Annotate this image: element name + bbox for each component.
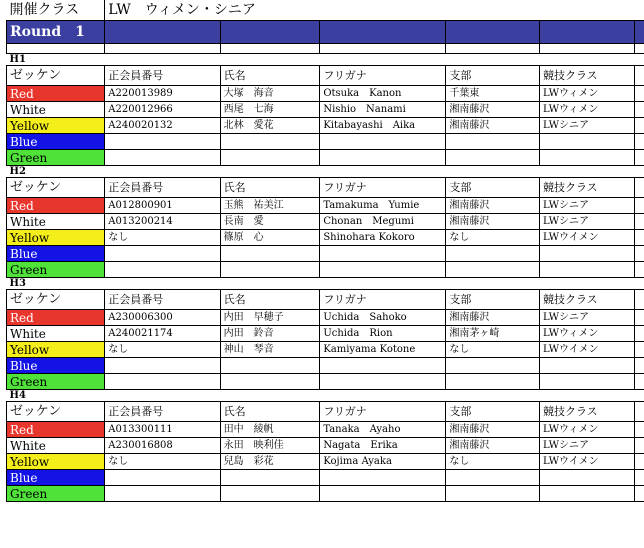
member-number-cell: A230016808 [105, 438, 220, 454]
member-number-cell [105, 358, 220, 374]
column-header-row [7, 66, 644, 86]
table-row [7, 262, 644, 278]
competition-class-cell: LWウイメン [539, 342, 634, 358]
athlete-kana-cell [320, 486, 446, 502]
column-header-athlete-name: 氏名 [220, 402, 320, 422]
athlete-name-cell [220, 374, 320, 390]
member-number-cell [105, 246, 220, 262]
bib-color-cell: Green [7, 374, 105, 390]
column-header-member-number: 正会員番号 [105, 290, 220, 310]
table-row [7, 230, 644, 246]
bib-color-cell: Green [7, 262, 105, 278]
table-row [7, 86, 644, 102]
column-header-branch: 支部 [446, 178, 540, 198]
bib-color-cell: White [7, 102, 105, 118]
member-number-cell: A220012966 [105, 102, 220, 118]
bib-color-cell: Green [7, 150, 105, 166]
table-row [7, 134, 644, 150]
bib-color-cell: White [7, 438, 105, 454]
member-number-cell [105, 134, 220, 150]
athlete-kana-cell: Nishio Nanami [320, 102, 446, 118]
member-number-cell: A240021174 [105, 326, 220, 342]
column-header-athlete-kana: フリガナ [320, 178, 446, 198]
column-header-member-number: 正会員番号 [105, 178, 220, 198]
column-header-athlete-name: 氏名 [220, 290, 320, 310]
table-row [7, 102, 644, 118]
member-number-cell: なし [105, 230, 220, 246]
bib-color-cell: Blue [7, 134, 105, 150]
member-number-cell [105, 470, 220, 486]
athlete-name-cell: 大塚 海音 [220, 86, 320, 102]
competition-class-cell [539, 358, 634, 374]
athlete-kana-cell: Chonan Megumi [320, 214, 446, 230]
competition-class-cell [539, 262, 634, 278]
athlete-kana-cell: Otsuka Kanon [320, 86, 446, 102]
bib-color-cell: Red [7, 310, 105, 326]
member-number-cell: A012800901 [105, 198, 220, 214]
branch-cell [446, 246, 540, 262]
heat-title: H2 [9, 165, 26, 177]
member-number-cell [105, 262, 220, 278]
table-row [7, 246, 644, 262]
branch-cell [446, 470, 540, 486]
column-header-bib-color: ゼッケン [7, 290, 105, 310]
athlete-name-cell: 内田 鈴音 [220, 326, 320, 342]
bib-color-cell: White [7, 326, 105, 342]
competition-class-cell: LWシニア [539, 214, 634, 230]
member-number-cell: A220013989 [105, 86, 220, 102]
competition-class-cell [539, 134, 634, 150]
table-row [7, 422, 644, 438]
column-header-athlete-kana: フリガナ [320, 290, 446, 310]
athlete-kana-cell [320, 374, 446, 390]
competition-class-cell: LWシニア [539, 118, 634, 134]
column-header-row [7, 178, 644, 198]
class-value: LW ウィメン・シニア [105, 0, 644, 21]
athlete-name-cell [220, 470, 320, 486]
column-header-branch: 支部 [446, 402, 540, 422]
branch-cell [446, 358, 540, 374]
athlete-kana-cell [320, 262, 446, 278]
member-number-cell [105, 486, 220, 502]
round-label: Round 1 [7, 21, 105, 44]
athlete-kana-cell: Nagata Erika [320, 438, 446, 454]
competition-class-cell: LWウィメン [539, 422, 634, 438]
athlete-kana-cell [320, 358, 446, 374]
bib-color-cell: Blue [7, 470, 105, 486]
athlete-kana-cell: Kamiyama Kotone [320, 342, 446, 358]
branch-cell: 千葉東 [446, 86, 540, 102]
competition-class-cell: LWシニア [539, 198, 634, 214]
heat-title-row [7, 390, 644, 402]
competition-class-cell [539, 374, 634, 390]
competition-class-cell [539, 470, 634, 486]
column-header-athlete-name: 氏名 [220, 66, 320, 86]
competition-class-cell: LWウィメン [539, 326, 634, 342]
competition-class-cell: LWウイメン [539, 230, 634, 246]
branch-cell [446, 134, 540, 150]
athlete-kana-cell: Kitabayashi Aika [320, 118, 446, 134]
column-header-bib-color: ゼッケン [7, 66, 105, 86]
athlete-kana-cell: Tamakuma Yumie [320, 198, 446, 214]
column-header-competition-class: 競技クラス [539, 290, 634, 310]
bib-color-cell: Red [7, 198, 105, 214]
member-number-cell: A013300111 [105, 422, 220, 438]
column-header-member-number: 正会員番号 [105, 402, 220, 422]
branch-cell: 湘南茅ヶ崎 [446, 326, 540, 342]
athlete-name-cell: 永田 映利佳 [220, 438, 320, 454]
column-header-branch: 支部 [446, 290, 540, 310]
athlete-name-cell [220, 150, 320, 166]
table-row [7, 454, 644, 470]
member-number-cell: なし [105, 342, 220, 358]
bib-color-cell: Yellow [7, 118, 105, 134]
column-header-member-number: 正会員番号 [105, 66, 220, 86]
heat-title: H3 [9, 277, 26, 289]
class-row [7, 0, 644, 21]
spacer-row [7, 44, 644, 54]
table-row [7, 374, 644, 390]
branch-cell [446, 150, 540, 166]
heat-title-row [7, 278, 644, 290]
member-number-cell [105, 374, 220, 390]
athlete-name-cell: 兒島 彩花 [220, 454, 320, 470]
class-label: 開催クラス [7, 0, 105, 21]
table-row [7, 358, 644, 374]
table-row [7, 214, 644, 230]
branch-cell: 湘南藤沢 [446, 438, 540, 454]
bib-color-cell: Blue [7, 358, 105, 374]
member-number-cell: A240020132 [105, 118, 220, 134]
athlete-name-cell [220, 358, 320, 374]
bib-color-cell: Red [7, 86, 105, 102]
competition-class-cell [539, 150, 634, 166]
athlete-kana-cell: Uchida Sahoko [320, 310, 446, 326]
table-row [7, 470, 644, 486]
round-row [7, 21, 644, 44]
athlete-name-cell: 西尾 七海 [220, 102, 320, 118]
branch-cell: 湘南藤沢 [446, 310, 540, 326]
table-row [7, 326, 644, 342]
competition-class-cell [539, 246, 634, 262]
table-row [7, 310, 644, 326]
branch-cell: なし [446, 230, 540, 246]
athlete-name-cell: 内田 早穂子 [220, 310, 320, 326]
bib-color-cell: Red [7, 422, 105, 438]
column-header-row [7, 290, 644, 310]
athlete-name-cell [220, 262, 320, 278]
bib-color-cell: Yellow [7, 230, 105, 246]
column-header-bib-color: ゼッケン [7, 178, 105, 198]
column-header-competition-class: 競技クラス [539, 178, 634, 198]
column-header-athlete-kana: フリガナ [320, 66, 446, 86]
heat-title-row [7, 54, 644, 66]
competition-class-cell: LWウィメン [539, 86, 634, 102]
table-row [7, 150, 644, 166]
branch-cell [446, 374, 540, 390]
column-header-branch: 支部 [446, 66, 540, 86]
member-number-cell: A013200214 [105, 214, 220, 230]
heat-title: H4 [9, 389, 26, 401]
competition-class-cell: LWウィメン [539, 102, 634, 118]
column-header-athlete-kana: フリガナ [320, 402, 446, 422]
athlete-name-cell [220, 134, 320, 150]
branch-cell [446, 262, 540, 278]
athlete-kana-cell: Kojima Ayaka [320, 454, 446, 470]
competition-class-cell: LWシニア [539, 310, 634, 326]
branch-cell [446, 486, 540, 502]
member-number-cell: A230006300 [105, 310, 220, 326]
athlete-kana-cell [320, 150, 446, 166]
branch-cell: なし [446, 454, 540, 470]
column-header-competition-class: 競技クラス [539, 66, 634, 86]
branch-cell: 湘南藤沢 [446, 118, 540, 134]
bib-color-cell: Green [7, 486, 105, 502]
column-header-competition-class: 競技クラス [539, 402, 634, 422]
branch-cell: 湘南藤沢 [446, 102, 540, 118]
branch-cell: 湘南藤沢 [446, 214, 540, 230]
athlete-kana-cell [320, 246, 446, 262]
athlete-name-cell: 長南 愛 [220, 214, 320, 230]
competition-class-cell: LWウイメン [539, 454, 634, 470]
athlete-name-cell: 神山 琴音 [220, 342, 320, 358]
heat-title: H1 [9, 53, 26, 65]
column-header-row [7, 402, 644, 422]
bib-color-cell: Yellow [7, 342, 105, 358]
athlete-kana-cell [320, 470, 446, 486]
table-row [7, 342, 644, 358]
competition-class-cell: LWシニア [539, 438, 634, 454]
column-header-bib-color: ゼッケン [7, 402, 105, 422]
athlete-name-cell: 北林 愛花 [220, 118, 320, 134]
branch-cell: なし [446, 342, 540, 358]
bib-color-cell: Yellow [7, 454, 105, 470]
table-row [7, 486, 644, 502]
athlete-kana-cell: Tanaka Ayaho [320, 422, 446, 438]
athlete-name-cell [220, 246, 320, 262]
member-number-cell [105, 150, 220, 166]
competition-class-cell [539, 486, 634, 502]
athlete-name-cell: 篠原 心 [220, 230, 320, 246]
athlete-name-cell [220, 486, 320, 502]
table-row [7, 198, 644, 214]
athlete-kana-cell [320, 134, 446, 150]
athlete-name-cell: 玉熊 祐美江 [220, 198, 320, 214]
column-header-athlete-name: 氏名 [220, 178, 320, 198]
heat-title-row [7, 166, 644, 178]
athlete-kana-cell: Uchida Rion [320, 326, 446, 342]
bib-color-cell: White [7, 214, 105, 230]
member-number-cell: なし [105, 454, 220, 470]
bib-color-cell: Blue [7, 246, 105, 262]
branch-cell: 湘南藤沢 [446, 422, 540, 438]
athlete-kana-cell: Shinohara Kokoro [320, 230, 446, 246]
table-row [7, 118, 644, 134]
heat-sheet-table [6, 0, 644, 502]
table-row [7, 438, 644, 454]
athlete-name-cell: 田中 綾帆 [220, 422, 320, 438]
branch-cell: 湘南藤沢 [446, 198, 540, 214]
